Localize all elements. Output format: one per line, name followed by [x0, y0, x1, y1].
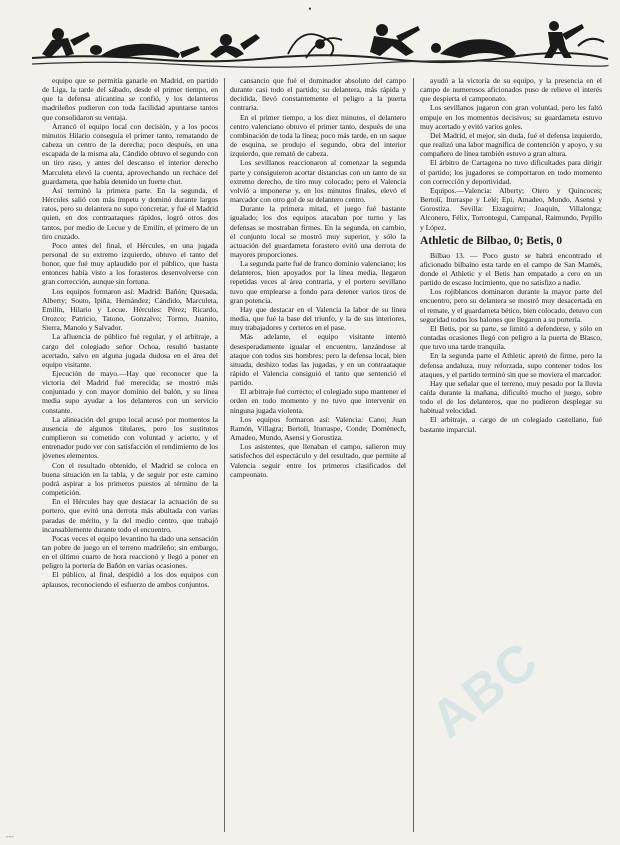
column-3-paragraph: El arbitraje, a cargo de un colegiado castellano, fué bastante imparcial.	[420, 415, 602, 434]
column-3-paragraph: Del Madrid, el mejor, sin duda, fué el defensa izquierdo, que realizó una labor magnífica de contención y apoyo, y su compañero de línea también estuvo a gran altura.	[420, 130, 602, 159]
column-1-paragraph: Los equipos formaron así: Madrid: Bañón; Quesada, Alberty; Souto, Ipiña, Hernández; Cándido, Marculeta, Emilín, Hilario y Lecue. Hércules: Pérez; Ricardo, Orozco; Patricio, Tatono, Gonzalvo; Tormo, Juanito, Sierra, Manolo y Salvador.	[42, 286, 218, 333]
page-number-mark: •	[308, 4, 312, 14]
corner-mark: ---	[6, 832, 14, 841]
column-3-paragraph: Hay que señalar que el terreno, muy pesado por la lluvia caída durante la mañana, dificultó mucho el juego, sobre todo el de los delanteros, que no pudieron desplegar su habitual velocidad.	[420, 378, 602, 416]
column-3-paragraph: Los rojiblancos dominaron durante la mayor parte del encuentro, pero su delantera se mostró muy desacertada en el remate, y el guardameta bético, bien colocado, detuvo con seguridad todos los balones que llegaron a su portería.	[420, 287, 602, 324]
header-figure-leaping-icon	[370, 24, 420, 56]
article-columns	[42, 76, 602, 836]
column-3-paragraph: El Betis, por su parte, se limitó a defenderse, y sólo en contadas ocasiones llegó con peligro a la puerta de Blasco, que tuvo una tarde tranquila.	[420, 323, 602, 352]
column-2-paragraph: Los sevillanos reaccionaron al comenzar la segunda parte y consiguieron acortar distancias con un tanto de su extremo derecho, de tiro muy colocado; pero el Valencia volvió a imponerse y, en los minutos finales, elevó el marcador con otro gol de su delantero centro.	[230, 158, 406, 205]
column-1-paragraph: Poco antes del final, el Hércules, en una jugada personal de su extremo izquierdo, obtuvo el tanto del honor, que fué muy aplaudido por el público, que hasta entonces había visto a los forasteros desenvolverse con gran corrección, aunque sin fortuna.	[42, 240, 218, 287]
column-2-paragraph: cansancio que fué el dominador absoluto del campo durante casi todo el partido; su delantera, más rápida y decidida, llevó constantemente el peligro a la puerta contraria.	[230, 76, 406, 113]
column-2-paragraph: La segunda parte fué de franco dominio valenciano; los delanteros, bien apoyados por la línea media, llegaron repetidas veces al área contraria, y el portero sevillano tuvo que emplearse a fondo para detener varios tiros de gran potencia.	[230, 259, 406, 305]
column-1-paragraph: El público, al final, despidió a los dos equipos con aplausos, reconociendo el esfuerzo de ambos conjuntos.	[42, 570, 218, 589]
column-3-paragraph: ayudó a la victoria de su equipo, y la presencia en el campo de numerosos aficionados puso de relieve el interés que despierta el campeonato.	[420, 76, 602, 104]
header-illustration	[30, 14, 610, 72]
column-2	[230, 76, 406, 836]
column-3-paragraph: Bilbao 13. — Poco gusto se habrá encontrado el aficionado bilbaíno esta tarde en el campo de San Mamés, donde el Athletic y el Betis han empatado a cero en un partido de escaso lucimiento, que no satisfizo a nadie.	[420, 250, 602, 288]
column-3-paragraph: El árbitro de Cartagena no tuvo dificultades para dirigir el partido; los jugadores se comportaron en todo momento con corrección y deportividad.	[420, 158, 602, 186]
column-1-paragraph: En el Hércules hay que destacar la actuación de su portero, que evitó una derrota más abultada con varias paradas de mérito, y la del medio centro, que trabajó incansablemente durante todo el encuentro.	[42, 497, 218, 534]
column-2-paragraph: Más adelante, el equipo visitante intentó desesperadamente igualar el encuentro, lanzándose al ataque con todos sus hombres; pero la defensa local, bien situada, deshizo todas las jugadas, y en un contraataque rápido el Valencia consiguió el tanto que sentenció el partido.	[230, 332, 406, 388]
header-figure-diver-icon	[431, 39, 516, 58]
header-figure-runner-icon	[42, 28, 90, 58]
column-1	[42, 76, 218, 836]
watermark-text: ABC	[420, 630, 550, 750]
column-3-paragraph: En la segunda parte el Athletic apretó de firme, pero la defensa andaluza, muy reforzada, supo contener todos los ataques, y el partido terminó sin que se moviera el marcador.	[420, 351, 602, 379]
column-3-paragraph: Los sevillanos jugaron con gran voluntad, pero les faltó empuje en los momentos decisivos; su guardameta estuvo muy acertado y evitó varios goles.	[420, 103, 602, 131]
column-divider	[413, 78, 414, 832]
column-2-paragraph: Hay que destacar en el Valencia la labor de su línea media, que fué la base del triunfo, y la de sus interiores, muy trabajadores y certeros en el pase.	[230, 304, 406, 333]
column-1-paragraph: La alineación del grupo local acusó por momentos la ausencia de algunos titulares, pero los sustitutos cumplieron su cometido con voluntad y acierto, y el entrenador pudo ver con satisfacción el rendimiento de los jóvenes elementos.	[42, 414, 218, 461]
column-1-paragraph: Así terminó la primera parte. En la segunda, el Hércules salió con más ímpetu y dominó durante largos ratos, pero su delantera no supo concretar, y fué el Madrid quien, en dos contraataques rápidos, logró otros dos tantos, por medio de Lecue y de Emilín, el primero de un tiro cruzado.	[42, 185, 218, 241]
match-heading: Athletic de Bilbao, 0; Betis, 0	[420, 234, 563, 247]
column-2-paragraph: En el primer tiempo, a los diez minutos, el delantero centro valenciano obtuvo el primer tanto, después de una combinación de toda la línea; poco más tarde, en un saque de esquina, se produjo el segundo, obra del interior izquierdo, que remató de cabeza.	[230, 112, 406, 159]
column-1-paragraph: Pocas veces el equipo levantino ha dado una sensación tan pobre de juego en el terreno madrileño; sin embargo, en el último cuarto de hora reaccionó y llegó a poner en peligro la portería de Bañón en varias ocasiones.	[42, 533, 218, 571]
column-2-paragraph: El arbitraje fué correcto; el colegiado supo mantener el orden en todo momento y no tuvo que intervenir en ninguna jugada violenta.	[230, 387, 406, 415]
column-2-paragraph: Los asistentes, que llenaban el campo, salieron muy satisfechos del espectáculo y del resultado, que permite al Valencia seguir entre los primeros clasificados del campeonato.	[230, 442, 406, 479]
column-1-paragraph: Ejecución de mayo.—Hay que reconocer que la victoria del Madrid fué merecida; se mostró más conjuntado y con mayor dominio del balón, y su línea media supo ayudar a los delanteros con un servicio constante.	[42, 369, 218, 415]
column-1-paragraph: Arrancó el equipo local con decisión, y a los pocos minutos Hilario conseguía el primer tanto, rematando de cabeza un centro de la derecha; poco después, en una escapada de la misma ala, Cándido obtuvo el segundo con un tiro raso, y antes del descanso el interior derecho Marculeta elevó la cuenta, aprovechando un rechace del guardameta, que había detenido un fuerte chut.	[42, 121, 218, 186]
header-figure-reclining-icon	[90, 44, 200, 58]
header-figure-crouching-icon	[210, 34, 260, 58]
column-3	[420, 76, 602, 836]
column-divider	[224, 78, 225, 832]
column-1-paragraph: Con el resultado obtenido, el Madrid se coloca en buena situación en la tabla, y de seguir por este camino podrá aspirar a los primeros puestos al término de la competición.	[42, 460, 218, 498]
column-1-paragraph: equipo que se permitía ganarle en Madrid, en partido de Liga, la tarde del sábado, desde el primer tiempo, en que la defensa alicantina se confió, y los delanteros madrileños pudieron con toda facilidad apuntarse tantos que consolidaron su ventaja.	[42, 76, 218, 122]
column-3-paragraph: Equipos.—Valencia: Alberty; Otero y Quincoces; Bertolí, Iturraspe y Lelé; Epi, Amadeo, Mundo, Asensi y Gorostiza. Sevilla: Eizaguirre; Joaquín, Villalonga; Alconero, Félix, Torrontegui, Campanal, Raimundo, Pepillo y López.	[420, 185, 602, 232]
column-2-paragraph: Durante la primera mitad, el juego fué bastante igualado; los dos equipos atacaban por turno y las defensas se mostraban firmes. En la segunda, en cambio, el conjunto local se mostró muy superior, y sólo la actuación del guardameta forastero evitó una derrota de mayores proporciones.	[230, 204, 406, 259]
column-1-paragraph: La afluencia de público fué regular, y el arbitraje, a cargo del colegiado señor Ochoa, resultó bastante acertado, salvo en alguna jugada dudosa en el área del equipo visitante.	[42, 332, 218, 369]
column-2-paragraph: Los equipos formaron así: Valencia: Cano; Juan Ramón, Villagra; Bertolí, Iturraspe, Conde; Domènech, Amadeo, Mundo, Asensi y Gorostiza.	[230, 414, 406, 443]
